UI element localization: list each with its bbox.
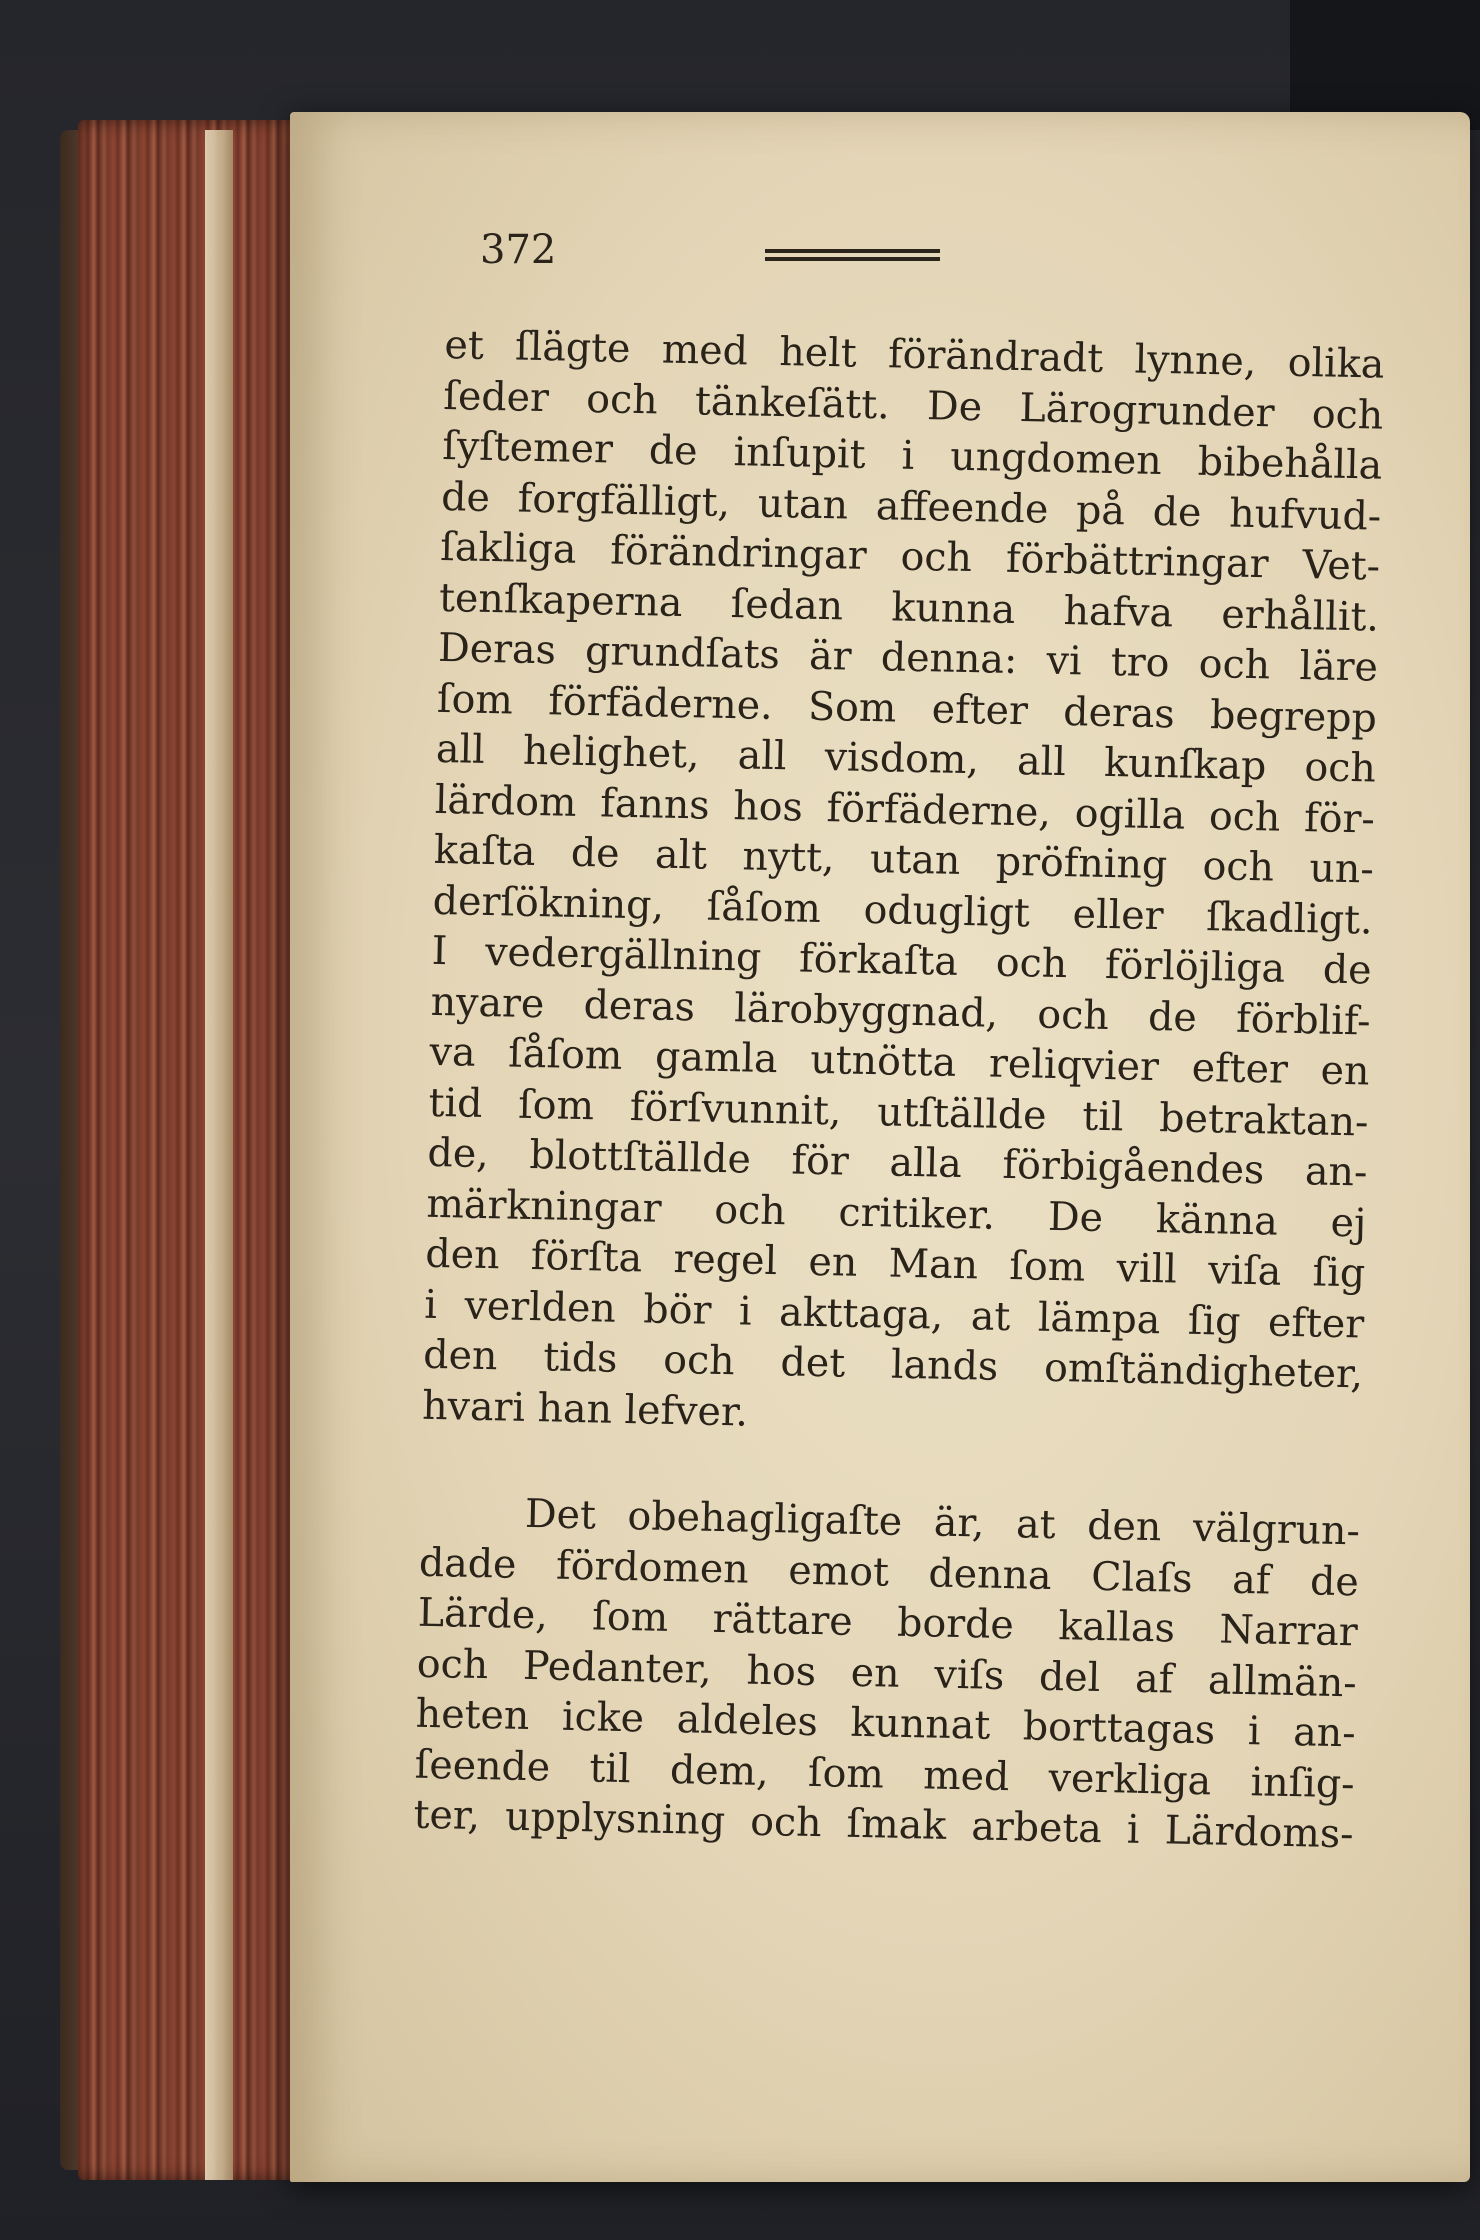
text-line: va ſåſom gamla utnötta reliqvier efter en xyxy=(429,1028,1370,1095)
text-line: lärdom fanns hos förfäderne, ogilla och för- xyxy=(434,776,1376,843)
text-line: tid ſom förſvunnit, utſtällde til betraktan- xyxy=(428,1079,1369,1146)
text-line: den förſta regel en Man ſom vill viſa ſig xyxy=(424,1230,1366,1297)
text-line: kaſta de alt nytt, utan pröfning och un- xyxy=(433,826,1375,893)
header-rule xyxy=(765,249,940,261)
text-line: Lärde, ſom rättare borde kallas Narrar xyxy=(417,1589,1359,1656)
text-line: i verlden bör i akttaga, at lämpa ſig efter xyxy=(423,1281,1365,1347)
text-line: all helighet, all visdom, all kunſkap och xyxy=(435,725,1377,792)
text-line: ſeder och tänkeſätt. De Lärogrunder och xyxy=(442,372,1384,439)
page-edge-highlight xyxy=(205,130,233,2180)
page-text xyxy=(413,320,1385,1860)
text-line: nyare deras lärobyggnad, och de förblif- xyxy=(430,978,1372,1045)
paragraph-2 xyxy=(413,1487,1360,1860)
text-line: tenſkaperna ſedan kunna hafva erhållit. xyxy=(438,574,1380,641)
text-line: heten icke aldeles kunnat borttagas i an- xyxy=(415,1690,1357,1757)
text-line: et ſlägte med helt förändradt lynne, olika xyxy=(443,321,1385,388)
book-page xyxy=(290,112,1470,2182)
text-line: derſökning, ſåſom odugligt eller ſkadligt. xyxy=(432,877,1374,944)
text-line: ſom förfäderne. Som efter deras begrepp xyxy=(436,675,1378,742)
text-line: de, blottſtällde för alla förbigåendes an- xyxy=(427,1129,1368,1196)
text-line: ter, upplysning och ſmak arbeta i Lärdoms- xyxy=(413,1791,1354,1858)
text-line: ſyſtemer de inſupit i ungdomen bibehålla xyxy=(441,422,1383,489)
text-line: de forgfälligt, utan affeende på de hufvud- xyxy=(440,473,1382,540)
text-line: ſeende til dem, ſom med verkliga inſig- xyxy=(414,1741,1356,1807)
dark-background xyxy=(1290,0,1480,130)
text-line: Det obehagligaſte är, at den välgrun- xyxy=(524,1490,1361,1555)
page-number: 372 xyxy=(480,227,557,273)
page-edges xyxy=(78,120,308,2180)
text-line: hvari han lefver. xyxy=(421,1382,749,1436)
paragraph-1 xyxy=(422,320,1385,1450)
text-line: ſakliga förändringar och förbättringar Vet- xyxy=(439,523,1381,590)
text-line: Deras grundſats är denna: vi tro och läre xyxy=(437,624,1379,691)
text-line: I vedergällning förkaſta och förlöjliga de xyxy=(431,927,1373,994)
text-line: märkningar och critiker. De känna ej xyxy=(426,1180,1367,1246)
text-line: och Pedanter, hos en viſs del af allmän- xyxy=(416,1640,1358,1706)
text-line: dade fördomen emot denna Claſs af de xyxy=(418,1539,1360,1605)
text-line: den tids och det lands omſtändigheter, xyxy=(422,1331,1364,1398)
page-header xyxy=(480,227,1240,287)
